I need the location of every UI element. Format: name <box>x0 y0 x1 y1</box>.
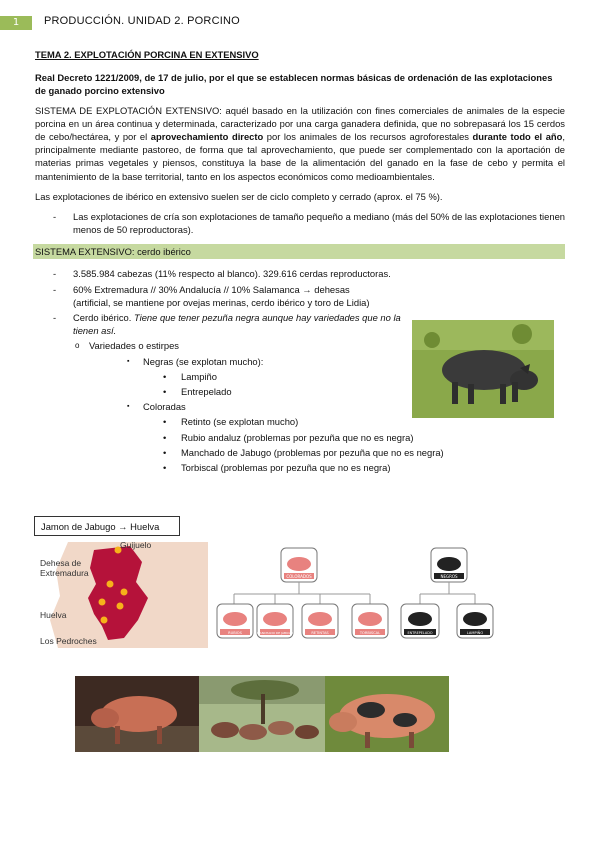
list-item-text: 60% Extremadura // 30% Andalucía // 10% Salamanca → dehesas <box>73 283 350 295</box>
bottom-pig-photos <box>75 676 449 752</box>
list-item <box>35 283 403 309</box>
label-colorados: COLORADOS <box>286 574 312 579</box>
p1-part1: SISTEMA DE EXPLOTACIÓN EXTENSIVO: aquél basado en la utilización con fines comerciales de animales de la especie porcina en un área continua y determinada, caracterizado por una carga ganadera definida, que no sobrepasará los 15 cerdos de cebo/hectárea, y por el <box>35 104 565 143</box>
black-iberian-pig-image <box>412 320 554 418</box>
map-label-huelva: Huelva <box>40 610 67 620</box>
map-svg <box>38 540 208 648</box>
list-item <box>35 446 565 459</box>
list-item-text: Variedades o estirpes <box>89 340 179 352</box>
dot-marker: • <box>163 370 167 382</box>
dot-marker: • <box>163 431 167 443</box>
square-marker: ▪ <box>127 403 130 411</box>
label-manchado: MANCHADO DE JABUGO <box>257 631 293 635</box>
list-item <box>35 461 565 474</box>
page-number: 1 <box>0 16 32 30</box>
list-item-text: 3.585.984 cabezas (11% respecto al blanco). 329.616 cerdas reproductoras. <box>73 268 391 280</box>
label-entrepelado: ENTREPELADO <box>407 631 433 635</box>
list-item-text: Rubio andaluz (problemas por pezuña que no es negra) <box>181 431 414 443</box>
p1-part2: por los animales de los recursos agroforestales <box>263 131 473 143</box>
dot-marker: • <box>163 386 167 398</box>
label-lampino: LAMPIÑO <box>466 631 484 635</box>
list-item-text: Entrepelado <box>181 386 232 398</box>
list-item-text: Coloradas <box>143 401 186 413</box>
list-item <box>35 311 403 337</box>
list-item-text: (artificial, se mantiene por ovejas merinas, cerdo ibérico y toro de Lidia) <box>73 296 370 308</box>
pig-photo-svg <box>412 320 554 418</box>
jabugo-label-box: Jamon de Jabugo → Huelva <box>34 516 180 536</box>
circle-marker: o <box>75 341 80 351</box>
list-item-text: Manchado de Jabugo (problemas por pezuña que no es negra) <box>181 446 444 458</box>
page-header <box>0 12 599 34</box>
paragraph-definition <box>35 104 565 183</box>
dot-marker: • <box>163 446 167 458</box>
square-marker: ▪ <box>127 357 130 365</box>
dot-marker: • <box>163 462 167 474</box>
dash-marker: - <box>53 268 57 280</box>
list-item <box>35 431 565 444</box>
map-label-dehesa: Dehesa de Extremadura <box>40 558 89 578</box>
map-label-pedroches: Los Pedroches <box>40 636 97 646</box>
section-heading: SISTEMA EXTENSIVO: cerdo ibérico <box>33 244 565 259</box>
paragraph-ciclo: Las explotaciones de ibérico en extensivo suelen ser de ciclo completo y cerrado (aprox. el 75 %). <box>35 190 443 202</box>
bullet-cria <box>35 210 565 236</box>
dash-marker: - <box>53 211 57 223</box>
list-item <box>35 267 565 280</box>
list-item-text: Negras (se explotan mucho): <box>143 355 264 367</box>
list-item-text: Retinto (se explotan mucho) <box>181 416 299 428</box>
decree-text: Real Decreto 1221/2009, de 17 de julio, por el que se establecen normas básicas de ordenación de las explotaciones de ganado porcino extensivo <box>35 72 553 97</box>
label-torbiscal: TORBISCAL <box>359 631 381 635</box>
breeds-diagram-svg <box>215 544 555 644</box>
tema-title: TEMA 2. EXPLOTACIÓN PORCINA EN EXTENSIVO <box>35 49 259 60</box>
list-item-text: Cerdo ibérico. <box>73 312 134 324</box>
label-negros: NEGROS <box>440 574 458 579</box>
iberian-map <box>38 540 208 648</box>
list-item-text: Torbiscal (problemas por pezuña que no es negra) <box>181 462 391 474</box>
dash-marker: - <box>53 312 57 324</box>
list-item-text: Lampiño <box>181 370 217 382</box>
label-rubios: RUBIOS <box>228 631 242 635</box>
p1-bold2: durante todo el año <box>472 131 563 143</box>
p1-part3: , principalmente mediante pastoreo, de forma que tal aprovechamiento, que puede ser complementado con la aportación de materias primas vegetales y piensos, constituya la base de la alimentación del ganado en la fase de cebo y permita el mantenimiento de la base territorial, tanto en los aspectos económicos como medioambientales. <box>35 131 565 182</box>
header-title: PRODUCCIÓN. UNIDAD 2. PORCINO <box>44 15 240 27</box>
dot-marker: • <box>163 416 167 428</box>
bullet-cria-text: Las explotaciones de cría son explotaciones de tamaño pequeño a mediano (más del 50% de las explotaciones tienen menos de 50 reproductoras). <box>73 211 565 236</box>
breeds-diagram <box>215 544 555 644</box>
dash-marker: - <box>53 283 57 295</box>
map-label-guijuelo: Guijuelo <box>120 540 152 550</box>
list-item-italic: Tiene que tener pezuña negra aunque hay variedades que no la tienen así. <box>73 312 401 337</box>
label-retintas: RETINTAS <box>311 631 329 635</box>
bottom-photos-svg <box>75 676 449 752</box>
p1-bold1: aprovechamiento directo <box>150 131 264 143</box>
